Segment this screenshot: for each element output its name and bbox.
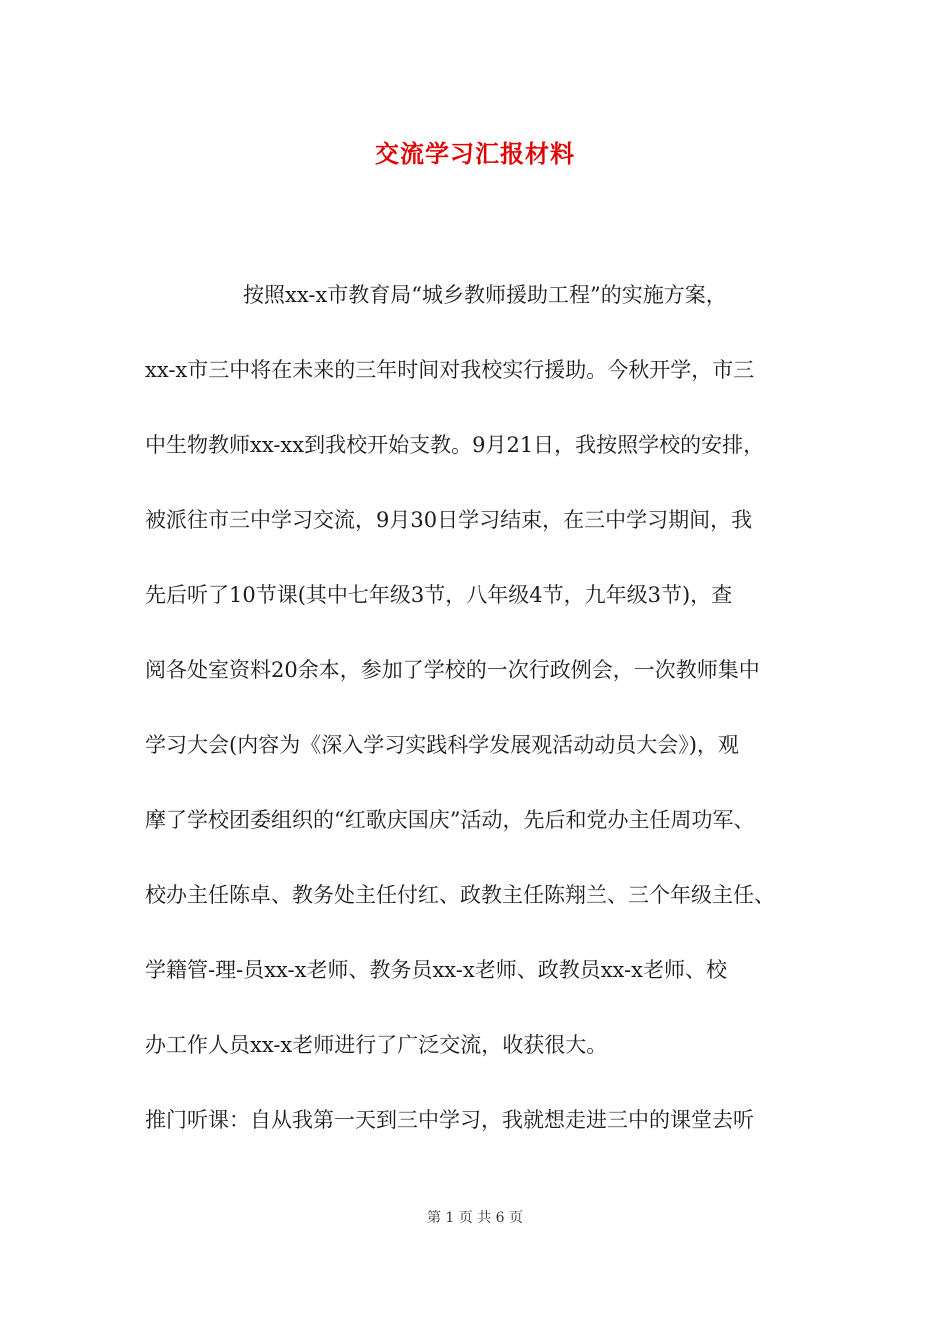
- body-line-2: xx-x市三中将在未来的三年时间对我校实行援助。今秋开学，市三: [145, 358, 755, 382]
- body-line-9: 校办主任陈卓、教务处主任付红、政教主任陈翔兰、三个年级主任、: [145, 883, 775, 907]
- body-line-4: 被派往市三中学习交流，9月30日学习结束，在三中学习期间，我: [145, 508, 753, 532]
- body-line-7: 学习大会(内容为《深入学习实践科学发展观活动动员大会》)，观: [145, 733, 739, 757]
- body-line-5: 先后听了10节课(其中七年级3节，八年级4节，九年级3节)，查: [145, 583, 733, 607]
- document-title: 交流学习汇报材料: [375, 139, 575, 168]
- body-line-3: 中生物教师xx-xx到我校开始支教。9月21日，我按照学校的安排，: [145, 433, 765, 457]
- body-line-6: 阅各处室资料20余本，参加了学校的一次行政例会，一次教师集中: [145, 658, 760, 682]
- body-line-8: 摩了学校团委组织的“红歌庆国庆”活动，先后和党办主任周功军、: [145, 808, 755, 832]
- body-line-10: 学籍管-理-员xx-x老师、教务员xx-x老师、政教员xx-x老师、校: [145, 958, 727, 982]
- page-number-footer: 第 1 页 共 6 页: [426, 1210, 524, 1226]
- body-line-12: 推门听课：自从我第一天到三中学习，我就想走进三中的课堂去听: [145, 1108, 754, 1132]
- body-line-11: 办工作人员xx-x老师进行了广泛交流，收获很大。: [145, 1033, 608, 1057]
- body-line-1: 按照xx-x市教育局“城乡教师援助工程”的实施方案，: [243, 283, 727, 307]
